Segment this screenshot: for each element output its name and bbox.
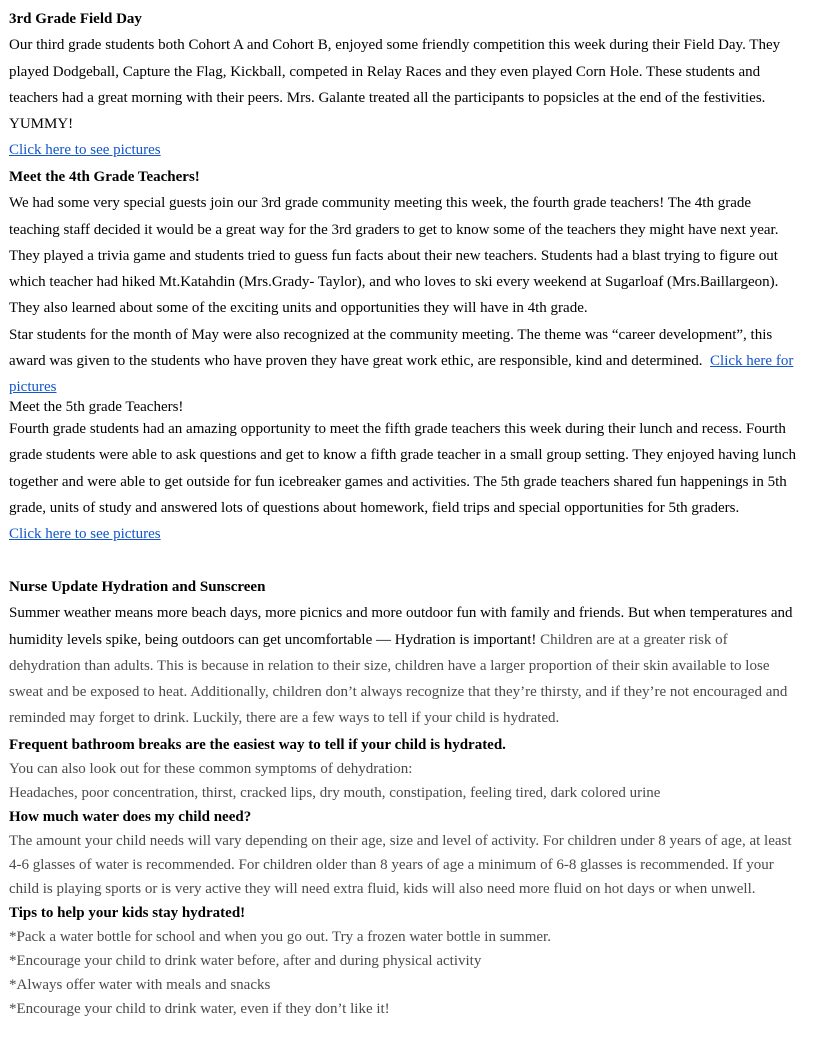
water-amount-heading: How much water does my child need? (9, 809, 252, 825)
field-day-section (9, 6, 799, 164)
nurse-update-heading: Nurse Update Hydration and Sunscreen (9, 579, 266, 595)
meet-4th-grade-section (9, 164, 799, 401)
meet-4th-grade-heading: Meet the 4th Grade Teachers! (9, 169, 200, 185)
meet-5th-grade-pictures-link[interactable]: Click here to see pictures (9, 526, 161, 543)
meet-4th-grade-body: We had some very special guests join our 3rd grade community meeting this week, the fourth grade teachers! The 4th grade teaching staff decided it would be a great way for the 3rd graders to get to know some of the teachers they might have next year. They played a trivia game and students tried to guess fun facts about their new teachers. Students had a blast trying to figure out which teacher had hiked Mt.Katahdin (Mrs.Grady- Taylor), and who loves to ski every weekend at Sugarloaf (Mrs.Baillargeon). They also learned about some of the exciting units and opportunities they will have in 4th grade. (9, 195, 779, 317)
nurse-update-body-gray: Children are at a greater risk of dehydration than adults. This is because in relation to their size, children have a larger proportion of their skin available to lose sweat and be exposed to heat. Additionally, children don’t always recognize that they’re thirsty, and if they’re not encouraged and reminded may forget to drink. Luckily, there are a few ways to tell if your child is hydrated. (9, 631, 788, 727)
nurse-update-body-black: Summer weather means more beach days, more picnics and more outdoor fun with family and friends. But when temperatures and humidity levels spike, being outdoors can get uncomfortable — Hydration is important! (9, 605, 793, 648)
field-day-pictures-link[interactable]: Click here to see pictures (9, 142, 161, 159)
symptoms-intro: You can also look out for these common symptoms of dehydration: (9, 761, 413, 777)
star-students-paragraph (9, 322, 799, 401)
star-students-body: Star students for the month of May were also recognized at the community meeting. The theme was “career development”, this award was given to the students who have proven they have great work ethic, are responsible, kind and determined. (9, 326, 773, 370)
meet-5th-grade-heading: Meet the 5th grade Teachers! (9, 399, 184, 415)
field-day-heading: 3rd Grade Field Day (9, 11, 142, 27)
tip-item: *Encourage your child to drink water, even if they don’t like it! (9, 1001, 390, 1017)
tip-item: *Pack a water bottle for school and when you go out. Try a frozen water bottle in summer. (9, 929, 551, 945)
bathroom-breaks-heading: Frequent bathroom breaks are the easiest way to tell if your child is hydrated. (9, 737, 506, 753)
tip-item: *Encourage your child to drink water before, after and during physical activity (9, 953, 482, 969)
meet-5th-grade-section (9, 416, 799, 547)
nurse-update-intro (9, 600, 799, 731)
water-amount-body: The amount your child needs will vary depending on their age, size and level of activity. For children under 8 years of age, at least 4-6 glasses of water is recommended. For children older than 8 years of age a minimum of 6-8 glasses is recommended. If your child is playing sports or is very active they will need extra fluid, kids will also need more fluid on hot days or when unwell. (9, 833, 792, 897)
tips-heading: Tips to help your kids stay hydrated! (9, 905, 246, 921)
field-day-body: Our third grade students both Cohort A and Cohort B, enjoyed some friendly competition this week during their Field Day. They played Dodgeball, Capture the Flag, Kickball, competed in Relay Races and they even played Corn Hole. These students and teachers had a great morning with their peers. Mrs. Galante treated all the participants to popsicles at the end of the festivities. YUMMY! (9, 37, 781, 133)
hydration-details (9, 733, 799, 1021)
symptoms-list: Headaches, poor concentration, thirst, cracked lips, dry mouth, constipation, feeling tired, dark colored urine (9, 785, 661, 801)
nurse-update-section (9, 574, 799, 732)
tip-item: *Always offer water with meals and snacks (9, 977, 271, 993)
meet-5th-grade-body: Fourth grade students had an amazing opportunity to meet the fifth grade teachers this week during their lunch and recess. Fourth grade students were able to ask questions and get to know a fifth grade teacher in a small group setting. They enjoyed having lunch together and were able to get outside for fun icebreaker games and activities. The 5th grade teachers shared fun happenings in 5th grade, units of study and answered lots of questions about homework, field trips and special opportunities for 5th graders. (9, 421, 797, 516)
meet-4th-grade-pictures-link[interactable]: Click here for pictures (9, 353, 794, 396)
